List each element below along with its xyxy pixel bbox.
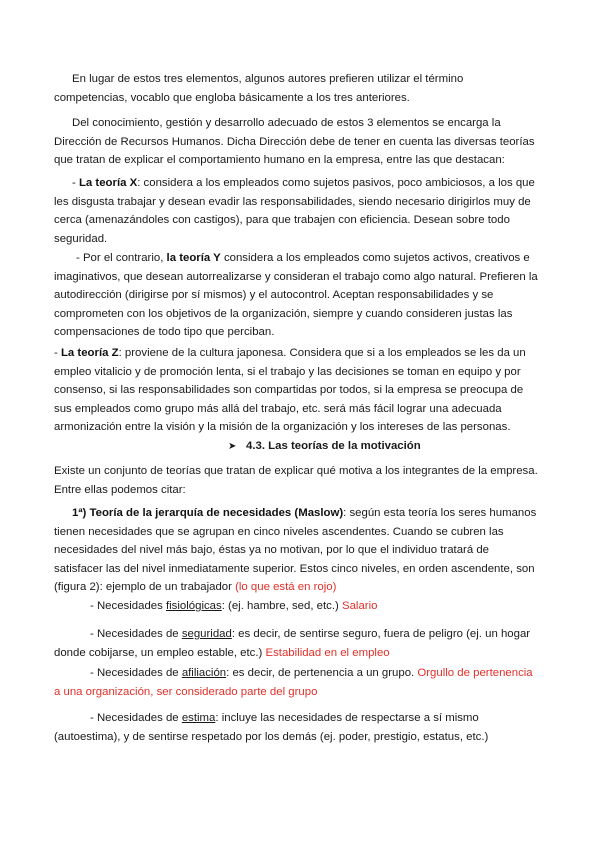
- teoria-z-text: : proviene de la cultura japonesa. Considera que si a los empleados se les da un empleo vitalicio y de promoción lenta, si el trabajo y las decisiones se toman en equipo y por consenso, si las responsabilidades son compartidas por todos, si la empresa se preocupa de sus empleados como grupo más allá del trabajo, etc. será más fácil lograr una adecuada armonización entre la visión y la misión de la organización y los intereses de las personas.: [54, 347, 526, 434]
- need-prefix: - Necesidades de: [90, 712, 182, 724]
- need-term: afiliación: [181, 667, 227, 679]
- teoria-x-name: La teoría X: [78, 177, 138, 189]
- maslow-note: (lo que está en rojo): [235, 581, 337, 594]
- list-dash: -: [54, 347, 61, 359]
- teoria-z-name: La teoría Z: [60, 347, 119, 359]
- need-item-estima: [54, 709, 546, 746]
- section-title: 4.3. Las teorías de la motivación: [246, 440, 421, 452]
- paragraph-text: Existe un conjunto de teorías que tratan de explicar qué motiva a los integrantes de la empresa. Entre ellas podemos citar:: [54, 465, 538, 496]
- need-example: Salario: [341, 600, 378, 612]
- need-text: : es decir, de sentirse seguro, fuera de peligro (ej. un hogar donde cobijarse, un empleo estable, etc.): [54, 628, 531, 659]
- teoria-x-text: : considera a los empleados como sujetos pasivos, poco ambiciosos, a los que les disgusta trabajar y desean evadir las responsabilidades, siendo necesario dirigirlos muy de cerca (amenazándoles con castigos), para que trabajen con eficiencia. Desean sobre todo seguridad.: [54, 177, 535, 245]
- teoria-y-lead: - Por el contrario,: [76, 252, 167, 264]
- need-example: Orgullo de pertenencia a una organización, ser considerado parte del grupo: [54, 667, 533, 698]
- need-text: : es decir, de pertenencia a un grupo.: [226, 667, 418, 679]
- maslow-title: 1ª) Teoría de la jerarquía de necesidades (Maslow): [72, 507, 344, 519]
- paragraph-teoria-x: [54, 174, 546, 248]
- teoria-y-name: la teoría Y: [166, 252, 221, 264]
- paragraph-maslow: [54, 504, 546, 597]
- teoria-y-text: considera a los empleados como sujetos activos, creativos e imaginativos, que desean autorrealizarse y consideran el trabajo como algo natural. Prefieren la autodirección (dirigirse por sí mismos) y el autocontrol. Aceptan responsabilidades y se comprometen con los objetivos de la organización, siempre y cuando consideren justas las compensaciones de todo tipo que perciban.: [54, 252, 538, 339]
- need-prefix: - Necesidades: [90, 600, 166, 612]
- need-prefix: - Necesidades de: [90, 667, 182, 679]
- need-item-afiliacion: [54, 664, 546, 701]
- maslow-text: : según esta teoría los seres humanos tienen necesidades que se agrupan en cinco niveles ascendentes. Cuando se cubren las necesidades del nivel más bajo, éstas ya no motivan, por lo que el individuo tratará de satisfacer las del nivel inmediatamente superior. Estos cinco niveles, en orden ascendente, son (figura 2): ejemplo de un trabajador: [54, 507, 537, 594]
- section-heading: [228, 437, 421, 456]
- paragraph-teoria-y: [54, 249, 546, 342]
- need-text: : (ej. hambre, sed, etc.): [221, 600, 342, 612]
- paragraph-direccion-rrhh: [54, 114, 546, 170]
- paragraph-motivacion-intro: [54, 462, 546, 499]
- paragraph-text: En lugar de estos tres elementos, algunos autores prefieren utilizar el término competencias, vocablo que engloba básicamente a los tres anteriores.: [54, 73, 464, 104]
- need-text: : incluye las necesidades de respectarse a sí mismo (autoestima), y de sentirse respetado por los demás (ej. poder, prestigio, estatus, etc.): [54, 712, 489, 743]
- need-term: fisiológicas: [165, 600, 222, 612]
- need-term: seguridad: [181, 628, 232, 640]
- paragraph-text: Del conocimiento, gestión y desarrollo adecuado de estos 3 elementos se encarga la Dirección de Recursos Humanos. Dicha Dirección debe de tener en cuenta las diversas teorías que tratan de explicar el comportamiento humano en la empresa, entre las que destacan:: [54, 117, 535, 167]
- need-item-fisiologicas: [54, 597, 546, 616]
- need-prefix: - Necesidades de: [90, 628, 182, 640]
- list-dash: -: [72, 177, 79, 189]
- need-example: Estabilidad en el empleo: [265, 646, 390, 659]
- paragraph-teoria-z: [54, 344, 546, 437]
- paragraph-competencias: [54, 70, 546, 107]
- arrow-bullet-icon: ➤: [228, 441, 237, 452]
- need-term: estima: [181, 712, 216, 724]
- need-item-seguridad: [54, 625, 546, 662]
